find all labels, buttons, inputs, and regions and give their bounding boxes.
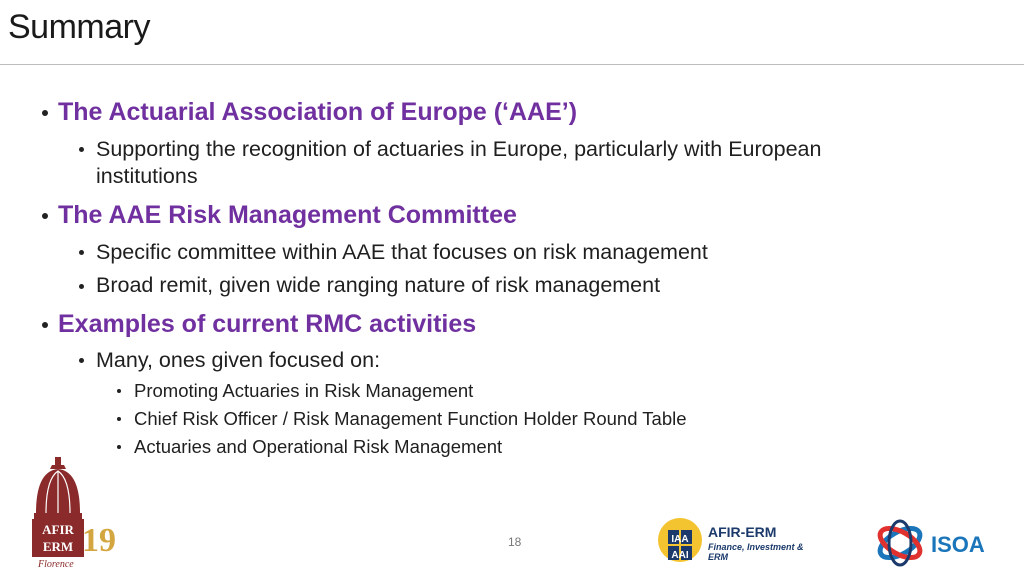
bullet-sub-text: Broad remit, given wide ranging nature of risk management [96, 273, 661, 297]
bullet-heading: The Actuarial Association of Europe (‘AAE’) [58, 98, 578, 126]
bullet-dot [79, 250, 84, 255]
page-number: 18 [508, 535, 522, 549]
isoa-name: ISOA [931, 532, 985, 557]
isoa-logo [873, 518, 993, 568]
bullet-subsub-text: Actuaries and Operational Risk Management [134, 436, 503, 457]
bullet-dot [42, 213, 48, 219]
bullet-dot [117, 417, 121, 421]
iaa-badge-top: IAA [671, 534, 689, 545]
bullet-sub-text: Supporting the recognition of actuaries in Europe, particularly with European institutions [96, 137, 822, 188]
slide-title: Summary [8, 8, 150, 46]
bullet-sub-text: Many, ones given focused on: [96, 348, 381, 372]
bullet-heading: The AAE Risk Management Committee [58, 201, 517, 229]
logo-year-text: 19 [82, 522, 116, 559]
bullet-subsub-text: Promoting Actuaries in Risk Management [134, 380, 474, 401]
bullet-dot [79, 284, 84, 289]
afir-erm-name: AFIR-ERM [708, 524, 777, 540]
bullet-sub-text: Specific committee within AAE that focuses on risk management [96, 240, 708, 264]
bullet-subsub-text: Chief Risk Officer / Risk Management Function Holder Round Table [134, 408, 687, 429]
logo-erm-text: ERM [42, 539, 74, 554]
afir-erm-florence-logo [28, 455, 128, 570]
iaa-afir-erm-logo [656, 516, 816, 566]
bullet-dot [42, 322, 48, 328]
bullet-dot [79, 358, 84, 363]
bullet-heading: Examples of current RMC activities [58, 310, 477, 338]
bullet-dot [117, 389, 121, 393]
afir-erm-tagline: Finance, Investment & ERM [708, 542, 804, 562]
bullet-dot [117, 445, 121, 449]
iaa-badge-bottom: AAI [671, 550, 689, 561]
bullet-dot [79, 147, 84, 152]
logo-city-text: Florence [38, 559, 74, 570]
bullet-dot [42, 110, 48, 116]
logo-afir-text: AFIR [42, 522, 74, 537]
title-divider [0, 64, 1024, 65]
